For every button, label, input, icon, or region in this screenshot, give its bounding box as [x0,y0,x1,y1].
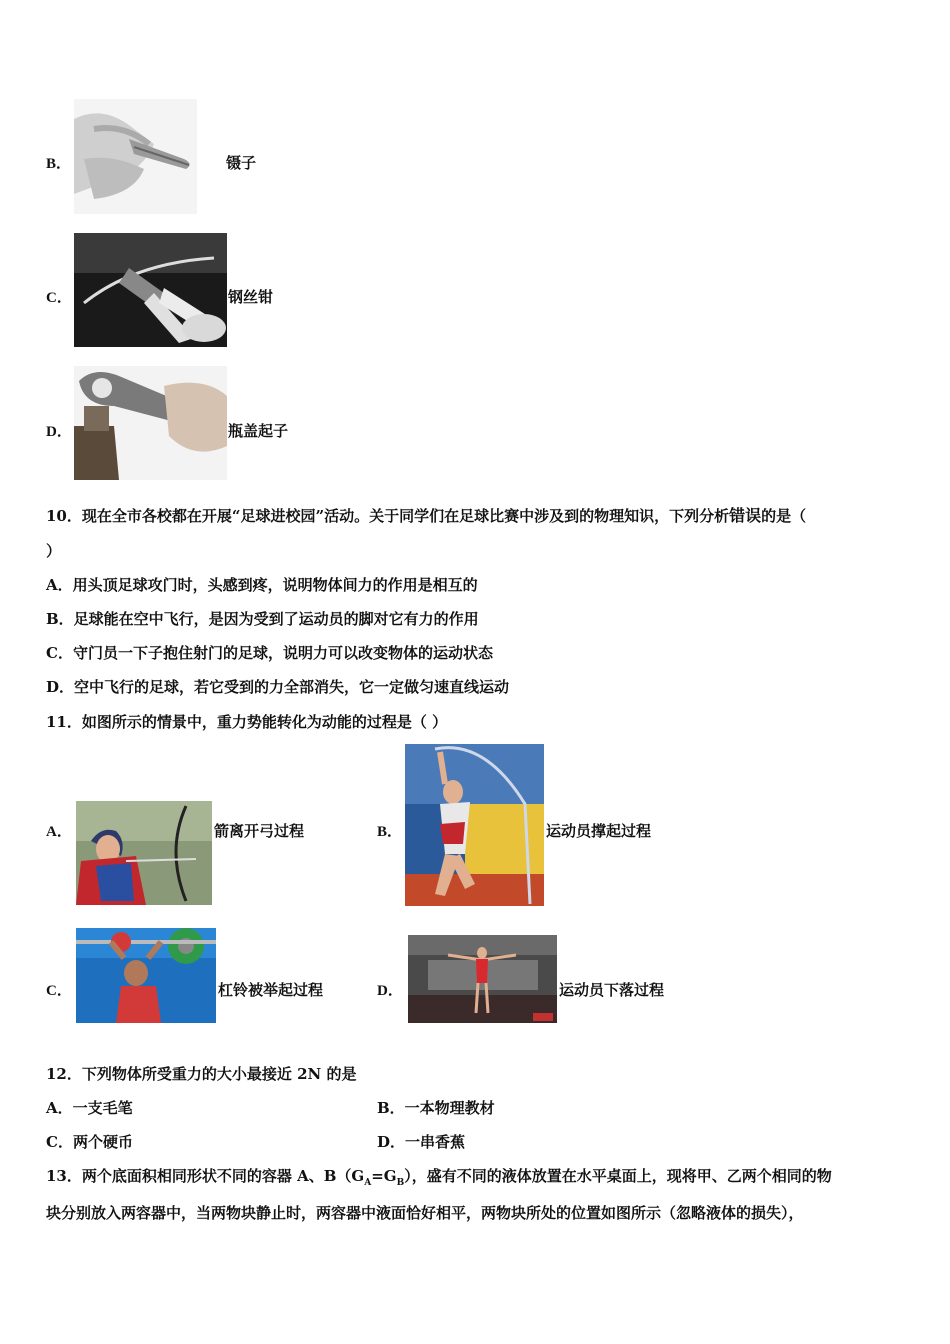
q11-option-b-letter: B． [377,824,403,840]
q13-line2: 块分别放入两容器中，当两物块静止时，两容器中液面恰好相平，两物块所处的位置如图所示（忽略液体的损失）， [46,1204,804,1222]
q11-option-b-caption: 运动员撑起过程 [546,822,652,840]
option-d-caption: 瓶盖起子 [228,422,289,440]
q13-line1: 13．两个底面积相同形状不同的容器 A、$B(G_A=G_B)$，盛有不同的液体放置在水平桌面上，现将甲、乙两个相同的物 [46,1167,832,1188]
q10-option-d: D．空中飞行的足球，若它受到的力全部消失，它一定做匀速直线运动 [46,678,510,696]
q12-option-b: B．一本物理教材 [377,1099,495,1117]
q12-option-a: A．一支毛笔 [46,1099,133,1117]
bottle-opener-image [74,366,227,480]
q12-stem: 12．下列物体所受重力的大小最接近 2N 的是 [46,1065,357,1083]
option-c-caption: 钢丝钳 [228,288,274,306]
weightlifter-image [76,928,216,1023]
q11-option-a-letter: A． [46,824,72,840]
tweezers-image [74,99,197,214]
pole-vaulter-image [405,744,544,906]
q10-option-c: C．守门员一下子抱住射门的足球，说明力可以改变物体的运动状态 [46,644,493,662]
option-c-letter: C． [46,290,72,306]
trampoline-image [408,935,557,1023]
q11-stem: 11．如图所示的情景中，重力势能转化为动能的过程是（ ） [46,713,448,731]
option-b-caption: 镊子 [226,154,257,172]
q10-stem-close: ） [46,542,62,560]
q11-option-d-letter: D． [377,983,403,999]
q10-emphasis: 错误 [729,506,762,525]
q11-option-c-caption: 杠铃被举起过程 [218,981,324,999]
pliers-image [74,233,227,347]
option-b-letter: B． [46,156,72,172]
option-d-letter: D． [46,424,72,440]
q10-option-a: A．用头顶足球攻门时，头感到疼，说明物体间力的作用是相互的 [46,576,478,594]
archer-image [76,801,212,905]
q12-option-d: D．一串香蕉 [377,1133,466,1151]
q12-option-c: C．两个硬币 [46,1133,133,1151]
q10-option-b: B．足球能在空中飞行，是因为受到了运动员的脚对它有力的作用 [46,610,479,628]
q11-option-a-caption: 箭离开弓过程 [214,822,305,840]
q10-stem: 10．现在全市各校都在开展“足球进校园”活动。关于同学们在足球比赛中涉及到的物理知识，下列分析错误的是（ [46,506,807,525]
q11-option-c-letter: C． [46,983,72,999]
q11-option-d-caption: 运动员下落过程 [559,981,665,999]
